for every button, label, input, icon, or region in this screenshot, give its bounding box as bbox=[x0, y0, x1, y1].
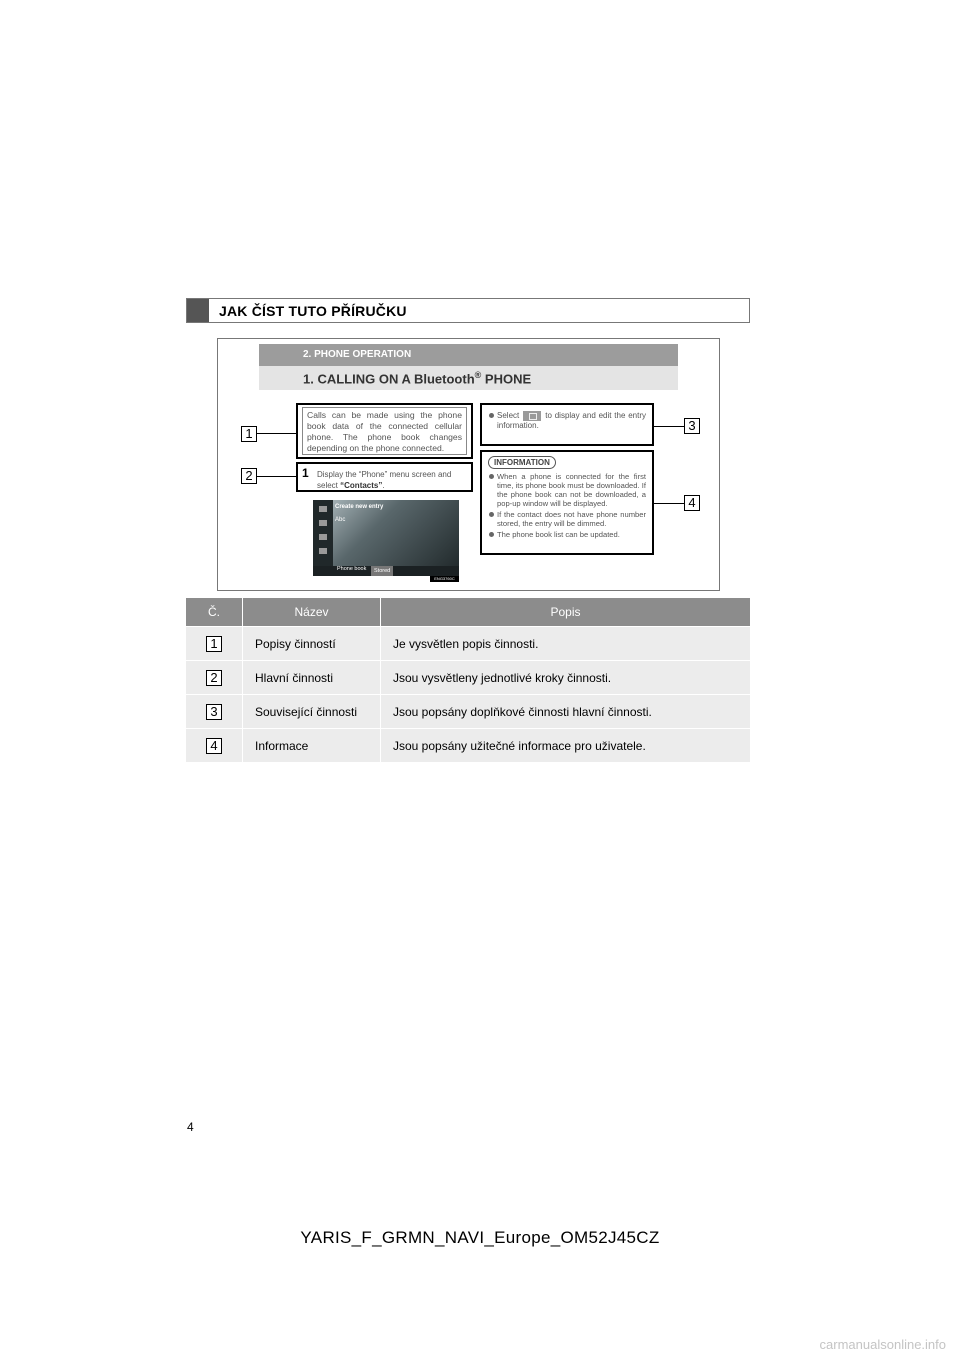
section-header-bar bbox=[187, 299, 209, 322]
step-number: 1 bbox=[302, 466, 309, 480]
related-text-pre: Select bbox=[497, 411, 520, 421]
chapter-title-main: 1. CALLING ON A Bluetooth bbox=[303, 371, 475, 387]
chapter-band bbox=[259, 344, 678, 390]
step-text-end: . bbox=[382, 481, 385, 490]
header-name: Název bbox=[243, 598, 381, 627]
row-tag: 4 bbox=[206, 738, 222, 754]
row-description: Jsou popsány doplňkové činnosti hlavní činnosti. bbox=[381, 695, 751, 729]
row-number-cell bbox=[186, 729, 243, 763]
callout-tag-4: 4 bbox=[684, 495, 700, 511]
registered-mark: ® bbox=[474, 370, 482, 380]
row-description: Jsou vysvětleny jednotlivé kroky činnosti. bbox=[381, 661, 751, 695]
row-description: Je vysvětlen popis činnosti. bbox=[381, 627, 751, 661]
callout-tag-3: 3 bbox=[684, 418, 700, 434]
step-text bbox=[317, 469, 471, 491]
page-number: 4 bbox=[187, 1120, 194, 1134]
callout-main-operation bbox=[296, 462, 473, 492]
row-description: Jsou popsány užitečné informace pro uživatele. bbox=[381, 729, 751, 763]
chapter-section-label: 2. PHONE OPERATION bbox=[303, 349, 412, 360]
contacts-icon bbox=[319, 520, 327, 526]
row-tag: 2 bbox=[206, 670, 222, 686]
row-name: Popisy činností bbox=[243, 627, 381, 661]
screen-tab-stored: Stored bbox=[371, 566, 393, 576]
info-item: When a phone is connected for the first time, its phone book must be downloaded. If the phone book can not be downloaded, a pop-up window will be displayed. bbox=[488, 472, 646, 508]
callout-operation-description bbox=[296, 403, 473, 459]
edit-icon bbox=[523, 411, 541, 421]
leader-line-3 bbox=[654, 426, 684, 427]
section-header bbox=[186, 298, 750, 323]
row-tag: 3 bbox=[206, 704, 222, 720]
screen-create-entry: Create new entry bbox=[335, 504, 384, 510]
info-item: If the contact does not have phone number stored, the entry will be dimmed. bbox=[488, 510, 646, 528]
leader-line-1 bbox=[257, 433, 296, 434]
table-row bbox=[186, 661, 750, 695]
row-number-cell bbox=[186, 695, 243, 729]
leader-line-2 bbox=[257, 476, 296, 477]
table-row bbox=[186, 627, 750, 661]
leader-line-4 bbox=[654, 503, 684, 504]
row-tag: 1 bbox=[206, 636, 222, 652]
callout-information bbox=[480, 450, 654, 555]
watermark[interactable]: carmanualsonline.info bbox=[819, 1337, 946, 1352]
row-name: Hlavní činnosti bbox=[243, 661, 381, 695]
step-text-main: Display the “Phone” menu screen and select bbox=[317, 470, 452, 490]
header-description: Popis bbox=[381, 598, 751, 627]
row-number-cell bbox=[186, 627, 243, 661]
table-row bbox=[186, 695, 750, 729]
phone-icon bbox=[319, 506, 327, 512]
chapter-title-end: PHONE bbox=[481, 371, 532, 387]
table-header-row bbox=[186, 598, 750, 627]
image-code: ENG3760C bbox=[430, 576, 459, 582]
legend-table bbox=[186, 598, 750, 762]
callout-tag-2: 2 bbox=[241, 468, 257, 484]
chapter-top-bar bbox=[259, 344, 678, 366]
document-footer: YARIS_F_GRMN_NAVI_Europe_OM52J45CZ bbox=[300, 1228, 660, 1247]
related-operation-item bbox=[488, 411, 646, 431]
row-name: Informace bbox=[243, 729, 381, 763]
step-text-bold: “Contacts” bbox=[340, 481, 383, 490]
screen-contact-name: Abc bbox=[335, 517, 346, 523]
callout-tag-1: 1 bbox=[241, 426, 257, 442]
related-text-post: to display and edit the entry information. bbox=[497, 411, 646, 431]
callout-related-operation bbox=[480, 403, 654, 446]
section-title: JAK ČÍST TUTO PŘÍRUČKU bbox=[219, 303, 407, 319]
phone-screen-image bbox=[313, 500, 459, 576]
information-badge: INFORMATION bbox=[488, 456, 556, 469]
chapter-title bbox=[303, 370, 531, 386]
screen-tab-phonebook: Phone book bbox=[337, 566, 367, 572]
header-number: Č. bbox=[186, 598, 243, 627]
table-row bbox=[186, 729, 750, 763]
settings-icon bbox=[319, 548, 327, 554]
row-number-cell bbox=[186, 661, 243, 695]
screen-side-menu bbox=[313, 500, 333, 566]
message-icon bbox=[319, 534, 327, 540]
row-name: Související činnosti bbox=[243, 695, 381, 729]
info-item: The phone book list can be updated. bbox=[488, 530, 646, 539]
operation-description-text: Calls can be made using the phone book data of the connected cellular phone. The phone book changes depending on the phone connected. bbox=[302, 407, 467, 455]
